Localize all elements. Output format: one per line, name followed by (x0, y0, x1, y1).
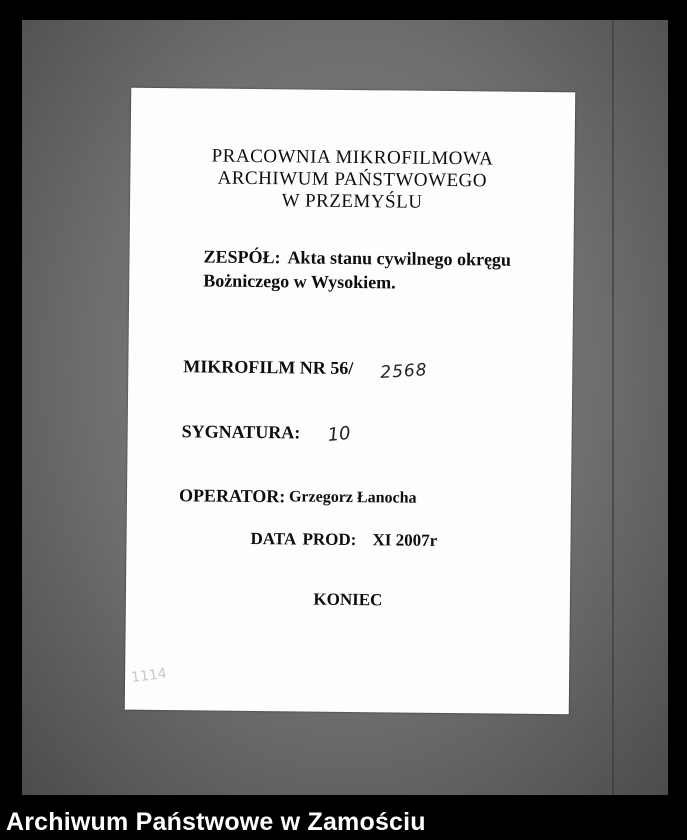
operator-name: Grzegorz Łanocha (288, 488, 417, 507)
scan-artifact-line (612, 20, 614, 795)
mikrofilm-number-handwritten: 2568 (379, 360, 429, 383)
sygnatura-value-handwritten: 10 (326, 422, 352, 446)
archive-caption: Archiwum Państwowe w Zamościu (6, 808, 426, 836)
sygnatura-label: SYGNATURA: (181, 421, 301, 443)
zespol-text-line-1: Akta stanu cywilnego okręgu (287, 247, 512, 270)
title-card (125, 88, 575, 715)
zespol-text-line-2: Bożniczego w Wysokiem. (203, 270, 396, 293)
end-marker: KONIEC (313, 589, 383, 610)
data-prod-label: DATA PROD: (250, 528, 357, 550)
mikrofilm-label: MIKROFILM NR 56/ (183, 356, 354, 379)
card-header (130, 145, 575, 216)
data-prod-value: XI 2007r (372, 530, 438, 550)
header-line-2: ARCHIWUM PAŃSTWOWEGO (217, 167, 488, 192)
header-line-1: PRACOWNIA MIKROFILMOWA (211, 145, 494, 170)
header-line-3: W PRZEMYŚLU (281, 190, 423, 213)
zespol-label: ZESPÓŁ: (203, 246, 281, 268)
operator-label: OPERATOR: (178, 485, 286, 507)
pencil-mark: 1114 (130, 665, 168, 687)
